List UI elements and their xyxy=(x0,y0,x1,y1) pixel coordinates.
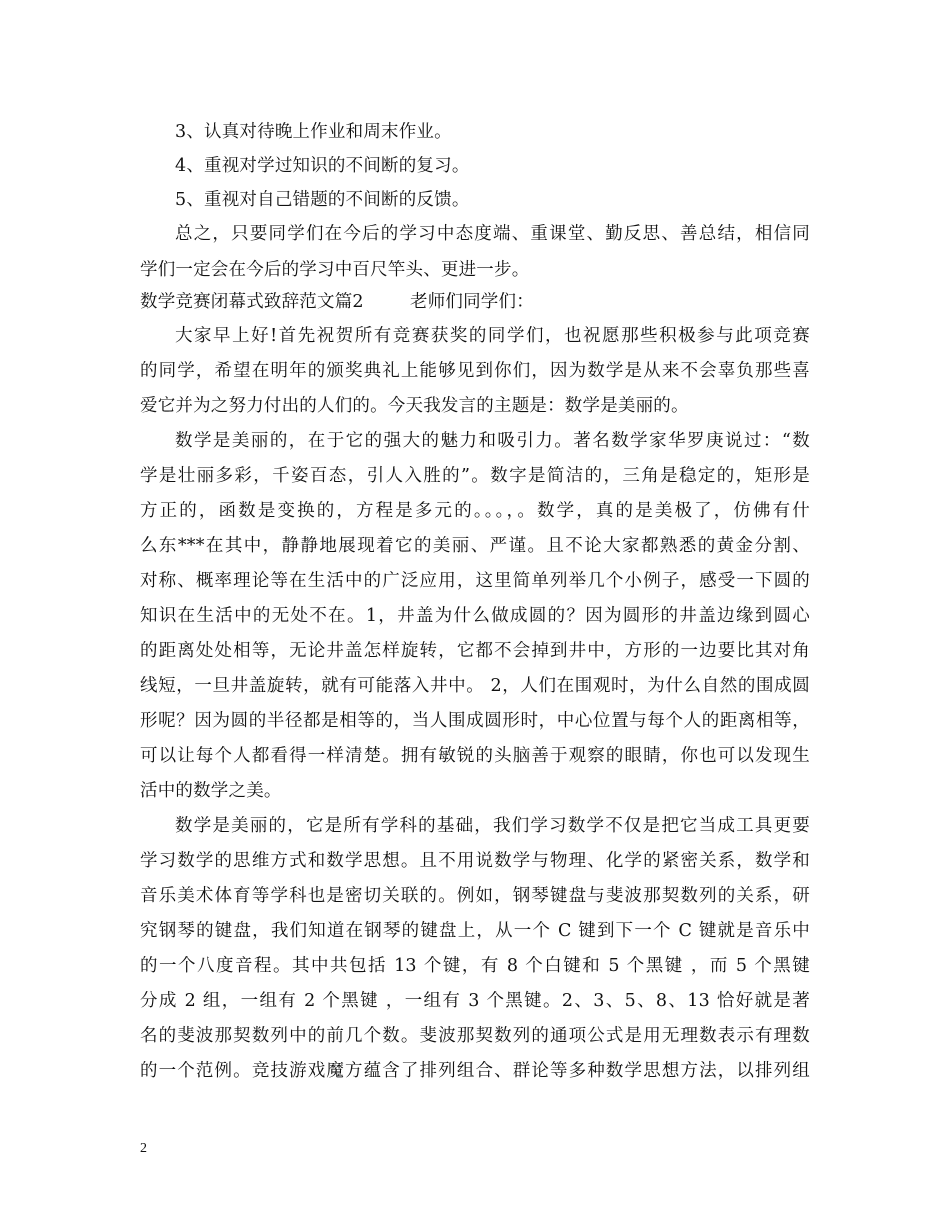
paragraph-line: 的同学，希望在明年的颁奖典礼上能够见到你们，因为数学是从来不会辜负那些喜 xyxy=(140,361,810,381)
paragraph-line: 形呢？因为圆的半径都是相等的，当人围成圆形时，中心位置与每个人的距离相等， xyxy=(140,711,810,731)
paragraph-line: 音乐美术体育等学科也是密切关联的。例如，钢琴键盘与斐波那契数列的关系，研 xyxy=(140,886,810,906)
summary-line: 总之，只要同学们在今后的学习中态度端、重课堂、勤反思、善总结，相信同 xyxy=(175,224,810,244)
paragraph-line: 可以让每个人都看得一样清楚。拥有敏锐的头脑善于观察的眼睛，你也可以发现生 xyxy=(140,746,810,766)
paragraph-line: 活中的数学之美。 xyxy=(140,781,282,801)
list-item-3: 3、认真对待晚上作业和周末作业。 xyxy=(175,122,452,142)
paragraph-line: 的一个八度音程。其中共包括 13 个键，有 8 个白键和 5 个黑键 ，而 5 个黑键 xyxy=(140,956,810,976)
paragraph-line: 名的斐波那契数列中的前几个数。斐波那契数列的通项公式是用无理数表示有理数 xyxy=(140,1026,810,1046)
page-number: 2 xyxy=(140,1141,147,1156)
paragraph-line: 数学是美丽的，它是所有学科的基础，我们学习数学不仅是把它当成工具更要 xyxy=(175,816,810,836)
paragraph-line: 线短，一旦井盖旋转，就有可能落入井中。 2，人们在围观时，为什么自然的围成圆 xyxy=(140,676,810,696)
paragraph-line: 大家早上好!首先祝贺所有竞赛获奖的同学们，也祝愿那些积极参与此项竞赛 xyxy=(175,326,810,346)
section-title: 数学竞赛闭幕式致辞范文篇2 xyxy=(140,292,364,312)
paragraph-line: 数学是美丽的，在于它的强大的魅力和吸引力。著名数学家华罗庚说过：“数 xyxy=(175,431,810,451)
paragraph-line: 究钢琴的键盘，我们知道在钢琴的键盘上，从一个 C 键到下一个 C 键就是音乐中 xyxy=(140,921,810,941)
paragraph-line: 么东***在其中，静静地展现着它的美丽、严谨。且不论大家都熟悉的黄金分割、 xyxy=(140,536,810,556)
paragraph-line: 对称、概率理论等在生活中的广泛应用，这里简单列举几个小例子，感受一下圆的 xyxy=(140,571,810,591)
paragraph-line: 分成 2 组，一组有 2 个黑键 ，一组有 3 个黑键。2、3、5、8、13 恰好就是著 xyxy=(140,991,810,1011)
paragraph-line: 知识在生活中的无处不在。1，井盖为什么做成圆的？因为圆形的井盖边缘到圆心 xyxy=(140,606,810,626)
paragraph-line: 爱它并为之努力付出的人们的。今天我发言的主题是：数学是美丽的。 xyxy=(140,396,689,416)
paragraph-line: 的距离处处相等，无论井盖怎样旋转，它都不会掉到井中，方形的一边要比其对角 xyxy=(140,641,810,661)
list-item-4: 4、重视对学过知识的不间断的复习。 xyxy=(175,156,470,176)
summary-line: 学们一定会在今后的学习中百尺竿头、更进一步。 xyxy=(140,260,530,280)
list-item-5: 5、重视对自己错题的不间断的反馈。 xyxy=(175,190,470,210)
paragraph-line: 的一个范例。竞技游戏魔方蕴含了排列组合、群论等多种数学思想方法，以排列组 xyxy=(140,1061,810,1081)
paragraph-line: 学习数学的思维方式和数学思想。且不用说数学与物理、化学的紧密关系，数学和 xyxy=(140,851,810,871)
paragraph-line: 方正的，函数是变换的，方程是多元的。。。，。数学，真的是美极了，仿佛有什 xyxy=(140,501,810,521)
paragraph-line: 学是壮丽多彩，千姿百态，引人入胜的”。数字是简洁的，三角是稳定的，矩形是 xyxy=(140,466,810,486)
section-greeting: 老师们同学们： xyxy=(410,292,534,312)
